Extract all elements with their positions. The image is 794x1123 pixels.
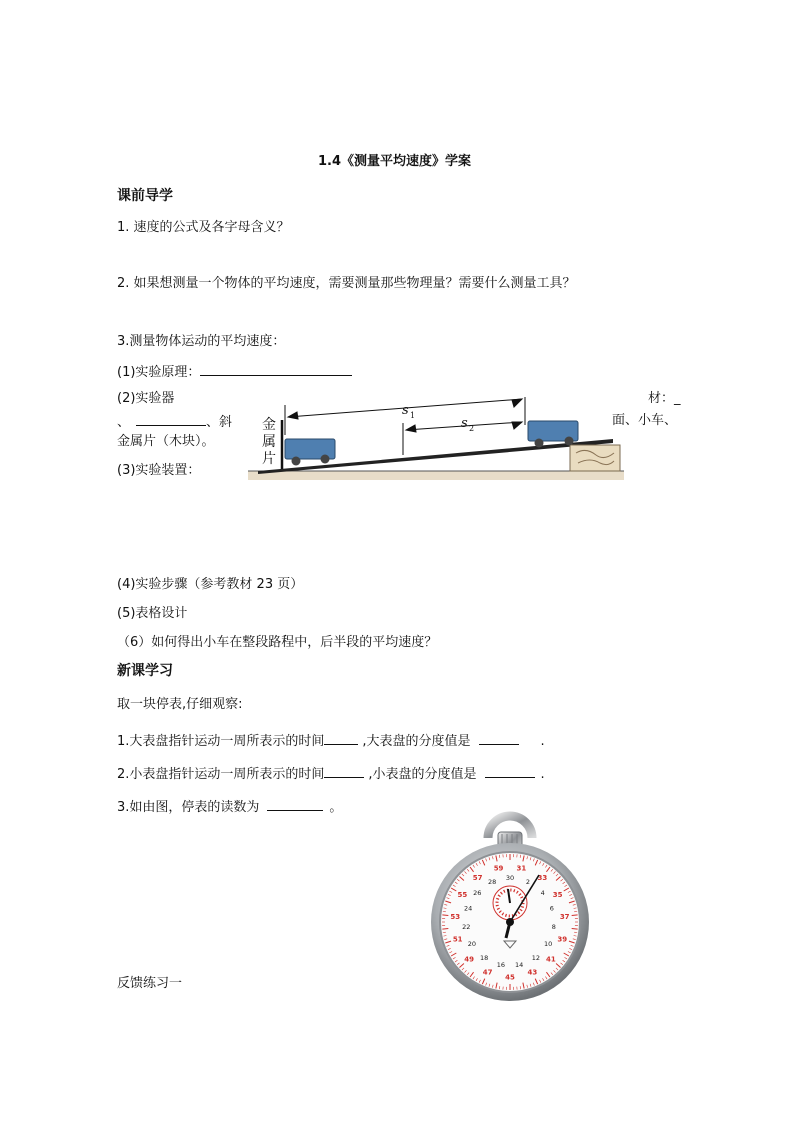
principle-blank[interactable] bbox=[200, 362, 352, 376]
item-2-end: . bbox=[540, 767, 545, 782]
outer-scale-label: 55 bbox=[457, 891, 468, 899]
section-header-new: 新课学习 bbox=[117, 663, 173, 679]
inner-scale-label: 30 bbox=[505, 874, 515, 883]
question-3: 3.测量物体运动的平均速度： bbox=[117, 334, 286, 349]
cart-bottom bbox=[285, 439, 335, 466]
principle-label: (1)实验原理： bbox=[117, 365, 201, 380]
outer-scale-label: 45 bbox=[505, 973, 515, 982]
outer-scale-label: 41 bbox=[545, 955, 556, 964]
item-2-text-b: ,小表盘的分度值是 bbox=[368, 767, 477, 782]
stopwatch-figure bbox=[430, 800, 590, 1000]
item-1-blank-b[interactable] bbox=[479, 731, 519, 745]
inner-scale-label: 22 bbox=[462, 922, 471, 931]
svg-text:金: 金 bbox=[262, 417, 276, 433]
stopwatch-item-2 bbox=[117, 764, 545, 784]
table-design: (5)表格设计 bbox=[117, 606, 188, 621]
inner-scale-label: 20 bbox=[467, 940, 477, 949]
feedback-practice: 反馈练习一 bbox=[117, 976, 183, 991]
svg-text:s: s bbox=[461, 416, 468, 431]
table-surface bbox=[248, 471, 624, 480]
dial-tick bbox=[572, 915, 578, 916]
dial-tick bbox=[572, 928, 578, 929]
outer-scale-label: 33 bbox=[537, 874, 548, 883]
outer-scale-label: 49 bbox=[464, 955, 475, 964]
stopwatch-item-3 bbox=[117, 797, 342, 817]
inner-scale-label: 14 bbox=[515, 961, 524, 970]
stopwatch-item-1 bbox=[117, 731, 545, 751]
hand-pivot bbox=[506, 918, 514, 926]
item-1-text-b: ,大表盘的分度值是 bbox=[362, 734, 471, 749]
item-3-end: 。 bbox=[329, 800, 343, 815]
outer-scale-label: 53 bbox=[450, 912, 461, 921]
outer-scale-label: 35 bbox=[552, 891, 563, 899]
inner-scale-label: 26 bbox=[473, 888, 482, 897]
dial-tick bbox=[442, 915, 448, 916]
dial-tick bbox=[442, 928, 448, 929]
item-2-text-a: 2.小表盘指针运动一周所表示的时间 bbox=[117, 767, 325, 782]
inner-scale-label: 8 bbox=[551, 922, 556, 931]
inner-scale-label: 18 bbox=[479, 953, 489, 962]
question-6: （6）如何得出小车在整段路程中，后半段的平均速度？ bbox=[117, 635, 438, 650]
inner-scale-label: 24 bbox=[464, 904, 473, 913]
equipment-blank[interactable] bbox=[136, 412, 206, 426]
item-1-blank-a[interactable] bbox=[324, 731, 358, 745]
equipment-label-right: 材：_ bbox=[648, 391, 681, 406]
outer-scale-label: 31 bbox=[516, 864, 527, 873]
inner-scale-label: 2 bbox=[525, 878, 530, 887]
metal-plate-label bbox=[262, 417, 276, 467]
inner-scale-label: 6 bbox=[549, 904, 554, 913]
section-header-preview: 课前导学 bbox=[117, 188, 173, 204]
incline-apparatus-figure bbox=[248, 395, 628, 485]
outer-scale-label: 47 bbox=[482, 968, 493, 977]
svg-text:s: s bbox=[402, 403, 409, 418]
inner-scale-label: 10 bbox=[543, 940, 553, 949]
inner-scale-label: 12 bbox=[531, 953, 541, 962]
item-3-text: 3.如由图，停表的读数为 bbox=[117, 800, 260, 815]
svg-text:2: 2 bbox=[469, 424, 475, 433]
item-1-text-a: 1.大表盘指针运动一周所表示的时间 bbox=[117, 734, 325, 749]
outer-scale-label: 51 bbox=[452, 935, 463, 944]
equipment-slope: 、斜 bbox=[206, 415, 233, 430]
question-2: 2. 如果想测量一个物体的平均速度，需要测量那些物理量？需要什么测量工具？ bbox=[117, 276, 576, 291]
svg-text:片: 片 bbox=[262, 451, 276, 467]
equipment-line-3: 金属片（木块）。 bbox=[117, 434, 215, 449]
wood-block bbox=[570, 445, 620, 471]
question-1: 1. 速度的公式及各字母含义？ bbox=[117, 220, 290, 235]
experiment-steps: (4)实验步骤（参考教材 23 页） bbox=[117, 577, 304, 592]
equipment-line-2 bbox=[117, 412, 232, 432]
experiment-principle bbox=[117, 362, 352, 382]
item-3-blank[interactable] bbox=[267, 797, 323, 811]
equipment-line-2-right: 面、小车、 bbox=[612, 413, 678, 428]
outer-scale-label: 37 bbox=[559, 912, 570, 921]
equipment-sep: 、 bbox=[117, 415, 131, 430]
experiment-setup-label: (3)实验装置： bbox=[117, 463, 201, 478]
svg-text:1: 1 bbox=[410, 411, 416, 420]
inner-scale-label: 4 bbox=[540, 888, 545, 897]
item-1-end: . bbox=[540, 734, 545, 749]
new-lesson-intro: 取一块停表,仔细观察: bbox=[117, 697, 243, 712]
svg-text:属: 属 bbox=[262, 434, 276, 450]
cart-top bbox=[528, 421, 578, 448]
outer-scale-label: 43 bbox=[527, 968, 538, 977]
item-2-blank-b[interactable] bbox=[485, 764, 535, 778]
inner-scale-label: 28 bbox=[487, 878, 497, 887]
equipment-label: (2)实验器 bbox=[117, 391, 175, 406]
outer-scale-label: 59 bbox=[493, 864, 504, 873]
outer-scale-label: 39 bbox=[557, 935, 568, 944]
inner-scale-label: 16 bbox=[496, 961, 505, 970]
outer-scale-label: 57 bbox=[472, 874, 483, 883]
page-title: 1.4《测量平均速度》学案 bbox=[318, 154, 472, 169]
item-2-blank-a[interactable] bbox=[324, 764, 364, 778]
